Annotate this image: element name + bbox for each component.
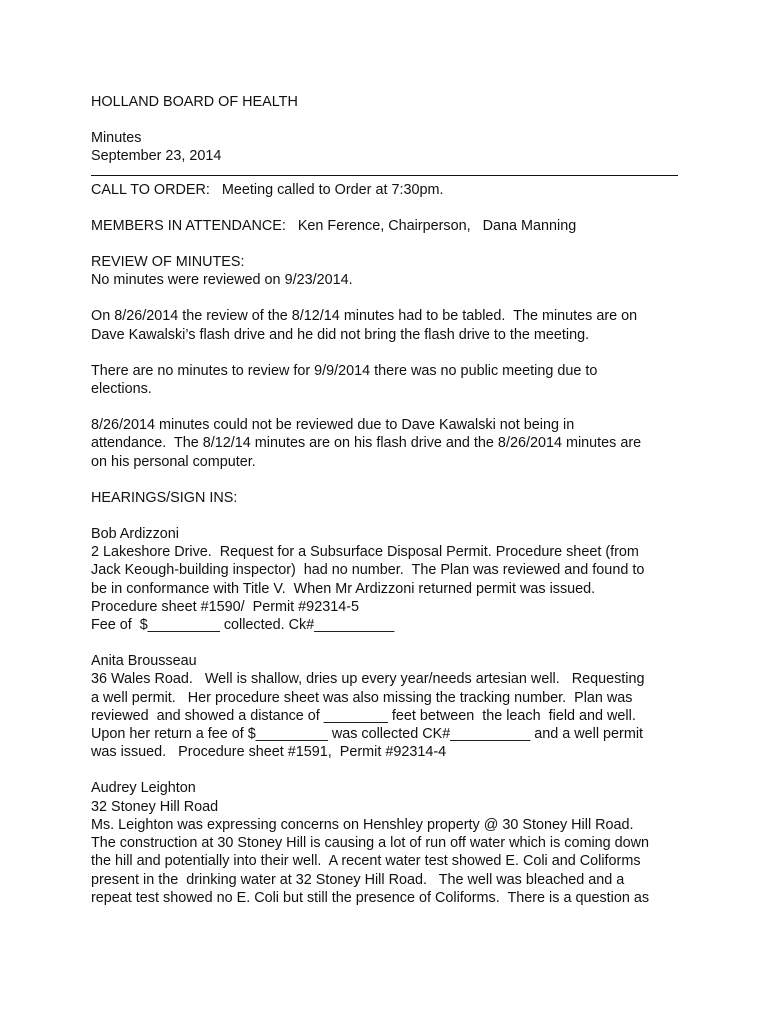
hearing-name: Bob Ardizzoni (91, 526, 179, 543)
header-divider (91, 175, 678, 176)
hearings-heading: HEARINGS/SIGN INS: (91, 489, 238, 506)
review-paragraph-4: 8/26/2014 minutes could not be reviewed due to Dave Kawalski not being in attendance. The 8/12/14 minutes are on his flash drive and the 8/26/2014 minutes are on his personal computer. (91, 417, 642, 470)
review-paragraph-1: No minutes were reviewed on 9/23/2014. (91, 272, 353, 289)
hearing-entry-ardizzoni: Bob Ardizzoni 2 Lakeshore Drive. Request for a Subsurface Disposal Permit. Procedure sheet (from Jack Keough-building inspector) had no number. The Plan was reviewed and found to be in conformance with Title V. When Mr Ardizzoni returned permit was issued. Procedure sheet #1590/ Permit #92314-5 Fee of $_________ collected. Ck#__________ (91, 525, 691, 634)
review-heading: REVIEW OF MINUTES: (91, 254, 245, 271)
hearing-name: Anita Brousseau (91, 653, 197, 670)
document-body (91, 93, 691, 907)
review-paragraph-2: On 8/26/2014 the review of the 8/12/14 minutes had to be tabled. The minutes are on Dave Kawalski’s flash drive and he did not bring the flash drive to the meeting. (91, 308, 638, 343)
hearing-name: Audrey Leighton (91, 780, 196, 797)
organization-title: HOLLAND BOARD OF HEALTH (91, 94, 298, 110)
meeting-date: September 23, 2014 (91, 148, 222, 165)
hearing-entry-leighton: Audrey Leighton 32 Stoney Hill Road Ms. Leighton was expressing concerns on Henshley property @ 30 Stoney Hill Road. The construction at 30 Stoney Hill is causing a lot of run off water which is coming down the hill and potentially into their well. A recent water test showed E. Coli and Coliforms present in the drinking water at 32 Stoney Hill Road. The well was bleached and a repeat test showed no E. Coli but still the presence of Coliforms. There is a question as (91, 779, 691, 906)
members-in-attendance: MEMBERS IN ATTENDANCE: Ken Ference, Chairperson, Dana Manning (91, 217, 577, 234)
review-paragraph-3: There are no minutes to review for 9/9/2014 there was no public meeting due to elections. (91, 362, 598, 398)
call-to-order: CALL TO ORDER: Meeting called to Order at 7:30pm. (91, 181, 444, 198)
hearing-entry-brousseau: Anita Brousseau 36 Wales Road. Well is shallow, dries up every year/needs artesian well. Requesting a well permit. Her procedure sheet was also missing the tracking number. Plan was reviewed and showed a distance of ________ feet between the leach field and well. Upon her return a fee of $_________ was collected CK#__________ and a well permit was issued. Procedure sheet #1591, Permit #92314-4 (91, 652, 691, 761)
document-type: Minutes (91, 130, 142, 147)
